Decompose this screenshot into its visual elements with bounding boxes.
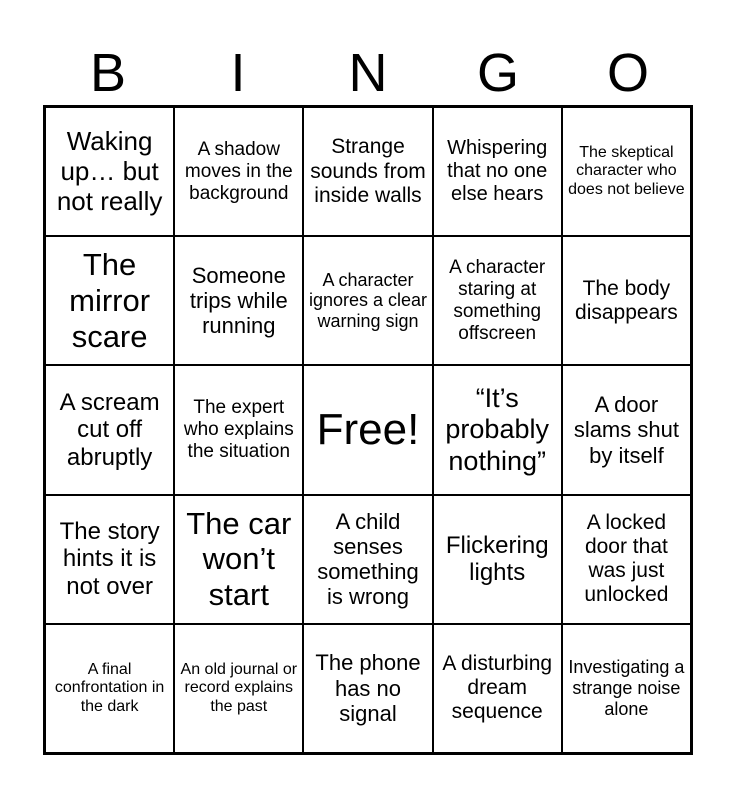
- bingo-cell-label: Whispering that no one else hears: [447, 137, 548, 206]
- header-letter-o: O: [606, 43, 649, 103]
- bingo-cell-label: The skeptical character who does not believe: [568, 144, 685, 198]
- bingo-cell-label: “It’s probably nothing”: [445, 383, 549, 476]
- header-letter-i: I: [230, 43, 246, 103]
- bingo-cell[interactable]: [562, 107, 691, 236]
- free-space-cell[interactable]: [303, 365, 432, 494]
- bingo-cell-label: The mirror scare: [69, 247, 151, 354]
- bingo-cell[interactable]: [433, 236, 562, 365]
- bingo-cell[interactable]: [45, 624, 174, 753]
- bingo-cell-label: Investigating a strange noise alone: [568, 657, 685, 719]
- bingo-cell-label: The phone has no signal: [315, 650, 421, 727]
- bingo-cell[interactable]: [562, 236, 691, 365]
- bingo-cell[interactable]: [174, 495, 303, 624]
- bingo-cell[interactable]: [433, 365, 562, 494]
- bingo-cell[interactable]: [45, 107, 174, 236]
- header-letter-n: N: [348, 43, 388, 103]
- bingo-cell[interactable]: [562, 624, 691, 753]
- bingo-cell-label: A door slams shut by itself: [573, 392, 679, 468]
- bingo-cell-label: The expert who explains the situation: [183, 397, 294, 462]
- bingo-cell[interactable]: [303, 624, 432, 753]
- header-letter-b: B: [89, 43, 127, 103]
- bingo-header: [43, 44, 693, 102]
- bingo-cell[interactable]: [45, 236, 174, 365]
- bingo-cell[interactable]: [174, 624, 303, 753]
- bingo-cell-label: A child senses something is wrong: [317, 508, 419, 610]
- bingo-cell-label: The story hints it is not over: [59, 517, 160, 600]
- bingo-grid: [43, 105, 693, 755]
- bingo-cell[interactable]: [433, 624, 562, 753]
- bingo-cell-label: A scream cut off abruptly: [59, 388, 160, 471]
- bingo-cell-label: A character ignores a clear warning sign: [308, 269, 428, 332]
- bingo-cell-label: The car won’t start: [186, 505, 292, 613]
- bingo-cell[interactable]: [45, 495, 174, 624]
- bingo-cell-label: A disturbing dream sequence: [442, 652, 553, 724]
- bingo-cell-label: A shadow moves in the background: [184, 138, 293, 204]
- bingo-cell[interactable]: [303, 107, 432, 236]
- bingo-cell-label: Someone trips while running: [189, 262, 288, 339]
- bingo-cell[interactable]: [174, 107, 303, 236]
- bingo-cell-label: Strange sounds from inside walls: [310, 135, 426, 207]
- bingo-cell-label: Flickering lights: [445, 531, 549, 587]
- bingo-cell[interactable]: [174, 365, 303, 494]
- bingo-cell-label: A final confrontation in the dark: [54, 660, 165, 715]
- bingo-cell-label: Waking up… but not really: [56, 125, 163, 216]
- bingo-cell-label: A locked door that was just unlocked: [584, 510, 669, 607]
- bingo-cell[interactable]: [433, 107, 562, 236]
- bingo-cell-label: Free!: [316, 404, 420, 454]
- bingo-cell-label: A character staring at something offscreen: [449, 257, 546, 344]
- bingo-cell-label: An old journal or record explains the past: [180, 660, 298, 715]
- bingo-cell[interactable]: [45, 365, 174, 494]
- header-letter-g: G: [476, 43, 519, 103]
- bingo-cell[interactable]: [433, 495, 562, 624]
- bingo-cell[interactable]: [562, 365, 691, 494]
- bingo-cell[interactable]: [562, 495, 691, 624]
- bingo-cell[interactable]: [174, 236, 303, 365]
- bingo-cell-label: The body disappears: [575, 276, 678, 324]
- bingo-cell[interactable]: [303, 236, 432, 365]
- bingo-cell[interactable]: [303, 495, 432, 624]
